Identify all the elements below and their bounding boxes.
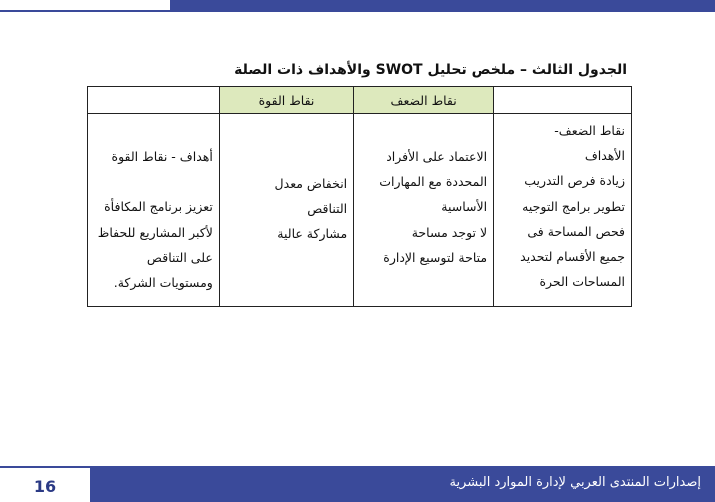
text-line: المساحات الحرة	[539, 274, 625, 290]
text-line: انخفاض معدل	[274, 176, 348, 191]
text-line: الأهداف	[584, 148, 625, 164]
text-line: ومستويات الشركة.	[113, 275, 213, 291]
text-line	[94, 169, 213, 194]
text-line: لا توجد مساحة	[411, 224, 488, 240]
header-cell-strengths: نقاط القوة	[219, 87, 353, 114]
cell-weakness-goals	[494, 114, 632, 307]
cell-strength-goals-text	[88, 114, 219, 295]
text-line: تعزيز برنامج المكافأة	[104, 199, 213, 215]
cell-strengths	[219, 114, 353, 307]
cell-strengths-text	[220, 114, 353, 247]
table-caption: الجدول الثالث – ملخص تحليل SWOT والأهداف ذات الصلة	[234, 62, 627, 78]
text-line: زيادة فرص التدريب	[524, 173, 625, 189]
text-line: الاعتماد على الأفراد	[386, 149, 488, 164]
text-line: متاحة لتوسيع الإدارة	[383, 249, 488, 265]
footer-page-box	[0, 466, 90, 502]
top-decorative-line	[0, 10, 715, 12]
text-line: التناقص	[307, 201, 348, 217]
cell-weaknesses	[354, 114, 494, 307]
text-line: جميع الأقسام لتحديد	[520, 249, 625, 265]
text-line: مشاركة عالية	[277, 226, 348, 242]
text-line: أهداف - نقاط القوة	[111, 149, 213, 164]
text-line: على التناقص	[146, 249, 213, 265]
text-line: لأكبر المشاريع للحفاظ	[97, 224, 213, 240]
header-cell-empty-left	[88, 87, 220, 114]
page-number: 16	[33, 476, 57, 496]
cell-weaknesses-text	[354, 114, 493, 270]
text-line: فحص المساحة فى	[527, 223, 625, 239]
cell-weakness-goals-text	[494, 114, 631, 294]
swot-summary-table	[87, 86, 632, 307]
table-header-row	[88, 87, 632, 114]
text-line: نقاط الضعف-	[554, 123, 625, 138]
table-body-row	[88, 114, 632, 307]
footer-publisher: إصدارات المنتدى العربي لإدارة الموارد البشرية	[449, 475, 701, 490]
header-cell-empty-right	[494, 87, 632, 114]
footer-band	[90, 466, 715, 502]
cell-strength-goals	[88, 114, 220, 307]
text-line: المحددة مع المهارات	[379, 174, 488, 190]
header-cell-weaknesses: نقاط الضعف	[354, 87, 494, 114]
text-line: الأساسية	[441, 199, 488, 215]
text-line: تطوير برامج التوجيه	[522, 198, 625, 214]
top-decorative-bar	[170, 0, 715, 10]
